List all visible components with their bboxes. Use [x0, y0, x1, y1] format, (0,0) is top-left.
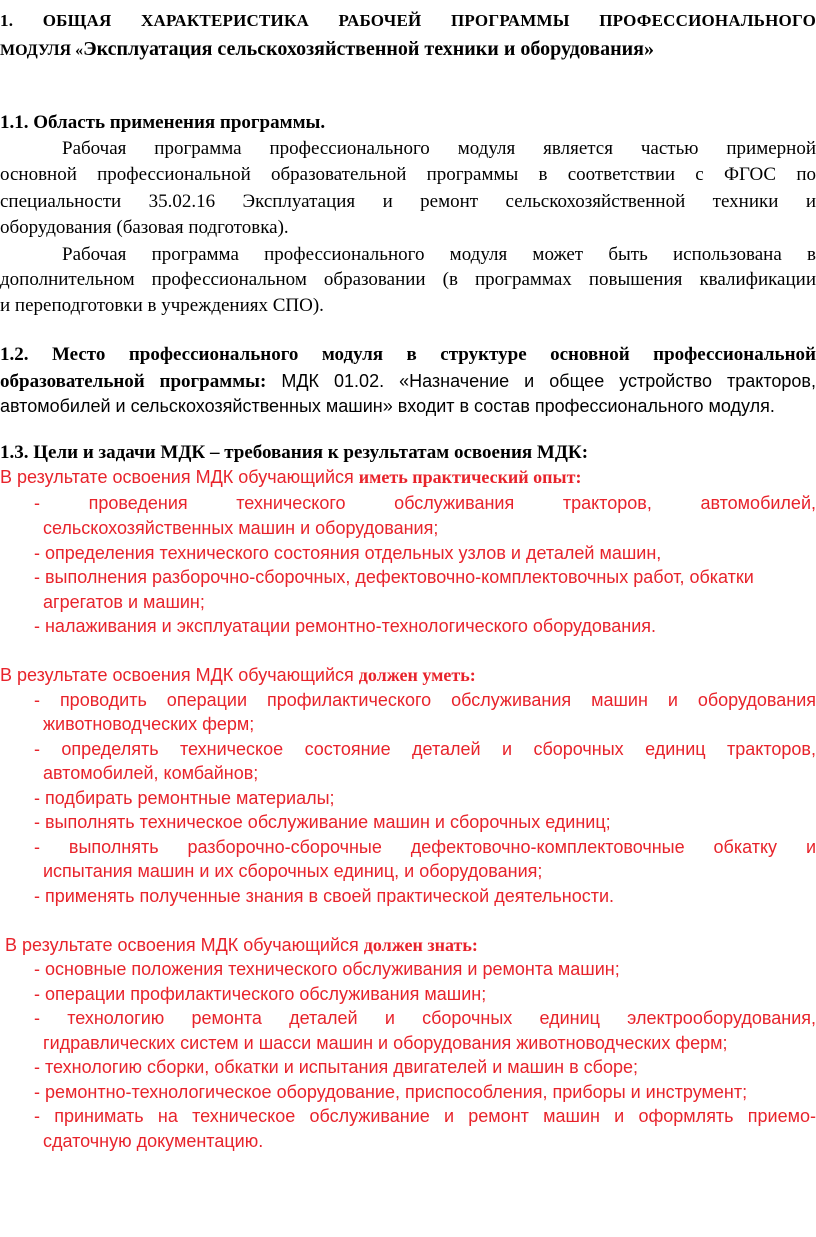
main-heading-line-1: 1. ОБЩАЯ ХАРАКТЕРИСТИКА РАБОЧЕЙ ПРОГРАММЫ ПРОФЕССИОНАЛЬНОГО [0, 11, 816, 30]
module-title: Эксплуатация сельскохозяйственной техники и оборудования» [83, 38, 654, 60]
list-item: - технологию сборки, обкатки и испытания двигателей и машин в сборе; [34, 1057, 638, 1077]
section-1-3-heading: 1.3. Цели и задачи МДК – требования к результатам освоения МДК: [0, 442, 589, 463]
list-item: - выполнять разборочно-сборочные дефектовочно-комплектовочные обкатку и [34, 837, 816, 857]
list-item: сельскохозяйственных машин и оборудования; [43, 518, 439, 538]
main-heading-line-2: МОДУЛЯ «Эксплуатация сельскохозяйственной техники и оборудования» [0, 38, 654, 60]
paragraph-line: Рабочая программа профессионального модуля может быть использована в [62, 244, 816, 265]
skills-intro: В результате освоения МДК обучающийся должен уметь: [0, 665, 476, 685]
list-item: - проведения технического обслуживания тракторов, автомобилей, [34, 493, 816, 513]
list-item: - подбирать ремонтные материалы; [34, 788, 335, 808]
list-item: - применять полученные знания в своей практической деятельности. [34, 886, 615, 906]
list-item: сдаточную документацию. [43, 1131, 264, 1151]
list-item: животноводческих ферм; [43, 714, 255, 734]
list-item: - проводить операции профилактического обслуживания машин и оборудования [34, 690, 816, 710]
knowledge-intro: В результате освоения МДК обучающийся должен знать: [5, 935, 478, 955]
list-item: - основные положения технического обслуживания и ремонта машин; [34, 959, 620, 979]
list-item: - определять техническое состояние деталей и сборочных единиц тракторов, [34, 739, 816, 759]
list-item: испытания машин и их сборочных единиц, и оборудования; [43, 861, 543, 881]
list-item: - технологию ремонта деталей и сборочных единиц электрооборудования, [34, 1008, 816, 1028]
section-1-2-heading: 1.2. Место профессионального модуля в структуре основной профессиональной [0, 344, 816, 365]
list-item: - налаживания и эксплуатации ремонтно-технологического оборудования. [34, 616, 657, 636]
paragraph-line: Рабочая программа профессионального модуля является частью примерной [62, 138, 816, 159]
paragraph-line: и переподготовки в учреждениях СПО). [0, 295, 324, 316]
list-item: - операции профилактического обслуживания машин; [34, 984, 487, 1004]
list-item: гидравлических систем и шасси машин и оборудования животноводческих ферм; [43, 1033, 728, 1053]
list-item: агрегатов и машин; [43, 592, 205, 612]
section-1-1-heading: 1.1. Область применения программы. [0, 112, 326, 133]
section-1-2-line: образовательной программы: МДК 01.02. «Назначение и общее устройство тракторов, [0, 371, 816, 392]
paragraph-line: основной профессиональной образовательной программы в соответствии с ФГОС по [0, 164, 816, 185]
list-item: - выполнения разборочно-сборочных, дефектовочно-комплектовочных работ, обкатки [34, 567, 754, 587]
list-item: - ремонтно-технологическое оборудование, приспособления, приборы и инструмент; [34, 1082, 748, 1102]
experience-intro: В результате освоения МДК обучающийся иметь практический опыт: [0, 467, 582, 487]
list-item: - выполнять техническое обслуживание машин и сборочных единиц; [34, 812, 611, 832]
paragraph-line: специальности 35.02.16 Эксплуатация и ремонт сельскохозяйственной техники и [0, 191, 816, 212]
list-item: - принимать на техническое обслуживание и ремонт машин и оформлять приемо- [34, 1106, 816, 1126]
section-1-2-line: автомобилей и сельскохозяйственных машин» входит в состав профессионального модуля. [0, 396, 775, 416]
paragraph-line: оборудования (базовая подготовка). [0, 217, 289, 238]
list-item: - определения технического состояния отдельных узлов и деталей машин, [34, 543, 662, 563]
list-item: автомобилей, комбайнов; [43, 763, 259, 783]
paragraph-line: дополнительном профессиональном образовании (в программах повышения квалификации [0, 269, 816, 290]
